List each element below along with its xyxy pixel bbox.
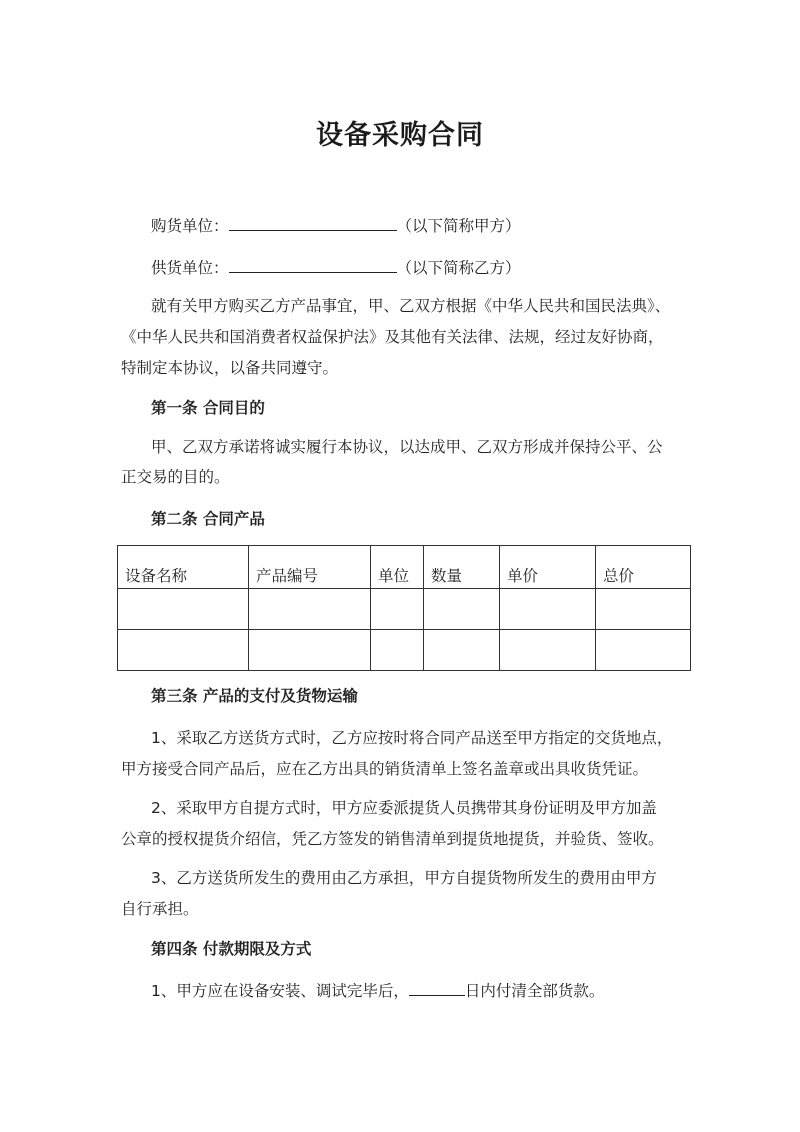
article3-heading: 第三条 产品的支付及货物运输 [151, 687, 358, 705]
contract-title: 设备采购合同 [316, 120, 484, 151]
article4-clause-1-after: 日内付清全部货款。 [464, 982, 605, 1000]
table-row [118, 589, 691, 630]
table-cell[interactable] [371, 589, 424, 630]
table-cell[interactable] [371, 630, 424, 671]
table-cell[interactable] [500, 589, 596, 630]
table-cell[interactable] [118, 589, 249, 630]
table-cell[interactable] [500, 630, 596, 671]
intro-line-3: 特制定本协议，以备共同遵守。 [121, 359, 339, 377]
table-cell[interactable] [596, 630, 691, 671]
seller-blank[interactable] [229, 257, 397, 273]
article3-line-2: 甲方接受合同产品后，应在乙方出具的销货清单上签名盖章或出具收货凭证。 [121, 760, 649, 778]
article3-line-6: 自行承担。 [121, 900, 199, 918]
seller-label: 供货单位： [151, 259, 229, 277]
header-total-price: 总价 [596, 546, 691, 589]
intro-line-1: 就有关甲方购买乙方产品事宜，甲、乙双方根据《中华人民共和国民法典》、 [151, 297, 671, 315]
buyer-note: （以下简称甲方） [396, 217, 521, 235]
table-cell[interactable] [249, 589, 371, 630]
buyer-line [151, 215, 711, 236]
payment-days-blank[interactable] [409, 980, 465, 996]
article4-clause-1 [151, 980, 711, 1001]
article3-line-3: 2、采取甲方自提方式时，甲方应委派提货人员携带其身份证明及甲方加盖 [151, 799, 657, 817]
article1-heading: 第一条 合同目的 [151, 399, 265, 417]
table-header-row [118, 546, 691, 589]
product-table [117, 545, 691, 671]
header-unit-price: 单价 [500, 546, 596, 589]
header-device-name: 设备名称 [118, 546, 249, 589]
article3-line-4: 公章的授权提货介绍信，凭乙方签发的销售清单到提货地提货，并验货、签收。 [121, 830, 664, 848]
header-quantity: 数量 [424, 546, 500, 589]
header-product-code: 产品编号 [249, 546, 371, 589]
buyer-label: 购货单位： [151, 217, 229, 235]
table-row [118, 630, 691, 671]
seller-note: （以下简称乙方） [396, 259, 521, 277]
seller-line [151, 257, 711, 278]
table-cell[interactable] [424, 589, 500, 630]
article1-line-1: 甲、乙双方承诺将诚实履行本协议，以达成甲、乙双方形成并保持公平、公 [151, 438, 663, 456]
intro-line-2: 《中华人民共和国消费者权益保护法》及其他有关法律、法规，经过友好协商， [121, 328, 664, 346]
table-cell[interactable] [424, 630, 500, 671]
table-cell[interactable] [596, 589, 691, 630]
article4-heading: 第四条 付款期限及方式 [151, 940, 312, 958]
article2-heading: 第二条 合同产品 [151, 510, 265, 528]
header-unit: 单位 [371, 546, 424, 589]
article3-line-5: 3、乙方送货所发生的费用由乙方承担，甲方自提货物所发生的费用由甲方 [151, 869, 657, 887]
article4-clause-1-before: 1、甲方应在设备安装、调试完毕后， [151, 982, 409, 1000]
article3-line-1: 1、采取乙方送货方式时，乙方应按时将合同产品送至甲方指定的交货地点， [151, 729, 673, 747]
table-cell[interactable] [249, 630, 371, 671]
buyer-blank[interactable] [229, 215, 397, 231]
table-cell[interactable] [118, 630, 249, 671]
article1-line-2: 正交易的目的。 [121, 468, 230, 486]
